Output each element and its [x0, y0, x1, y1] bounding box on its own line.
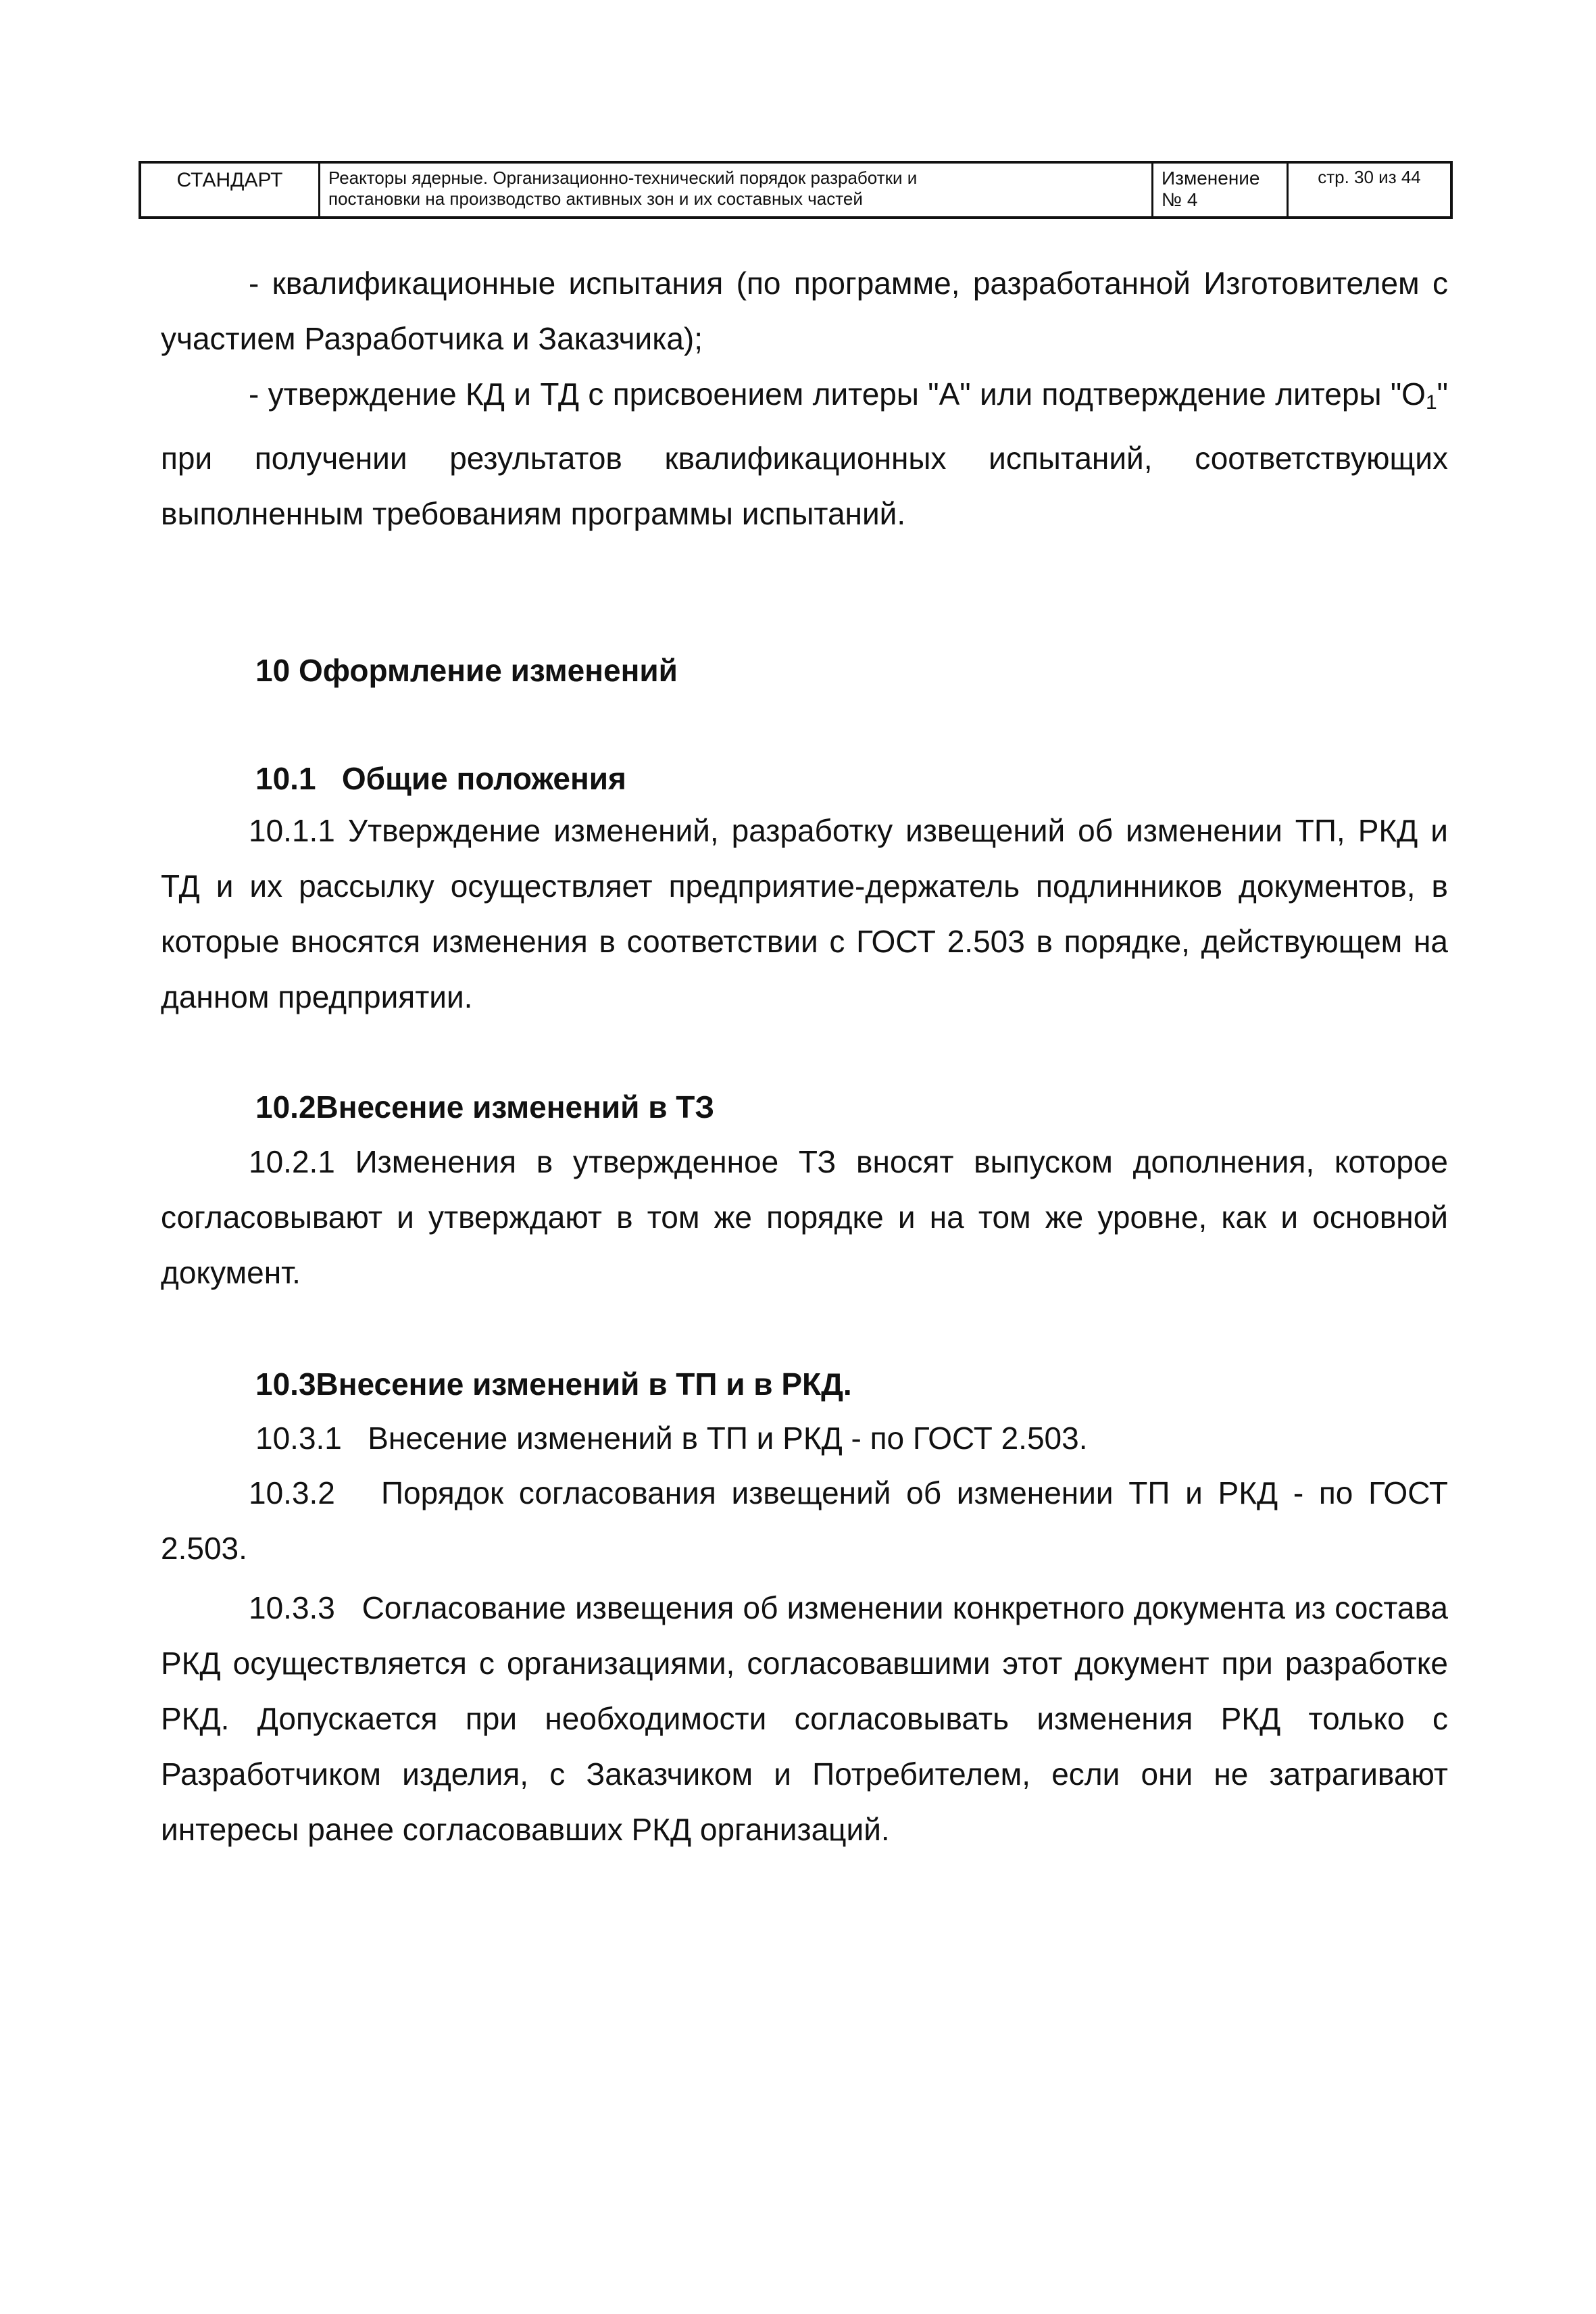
section-10-heading: 10 Оформление изменений — [255, 653, 678, 688]
change-label: Изменение — [1162, 168, 1260, 189]
paragraph-10-3-1: 10.3.1 Внесение изменений в ТП и РКД - по ГОСТ 2.503. — [255, 1421, 1088, 1456]
paragraph-qualification-tests — [161, 255, 1448, 366]
document-title — [320, 164, 1153, 216]
paragraph-approval — [161, 366, 1448, 541]
document-title-line2: постановки на производство активных зон и их составных частей — [328, 188, 863, 209]
change-number: № 4 — [1162, 189, 1198, 211]
paragraph-text: 10.3.3 Согласование извещения об изменении конкретного документа из состава РКД осуществляется с организациями, согласовавшими этот документ при разработке РКД. Допускается при необходимости согласовывать изменения РКД только с Разработчиком изделия, с Заказчиком и Потребителем, если они не затрагивают интересы ранее согласовавших РКД организаций. — [161, 1590, 1457, 1847]
paragraph-text: - квалификационные испытания (по программе, разработанной Изготовителем с участием Разработчика и Заказчика); — [161, 266, 1448, 356]
paragraph-text: 10.2.1 Изменения в утвержденное ТЗ вносят выпуском дополнения, которое согласовывают и утверждают в том же порядке и на том же уровне, как и основной документ. — [161, 1144, 1448, 1290]
header-stamp — [139, 161, 1453, 219]
document-title-line1: Реакторы ядерные. Организационно-технический порядок разработки и — [328, 168, 918, 188]
paragraph-text: 10.1.1 Утверждение изменений, разработку извещений об изменении ТП, РКД и ТД и их рассылку осуществляет предприятие-держатель подлинников документов, в которые вносятся изменения в соответствии с ГОСТ 2.503 в порядке, действующем на данном предприятии. — [161, 813, 1448, 1014]
paragraph-text: 10.3.2 Порядок согласования извещений об изменении ТП и РКД - по ГОСТ 2.503. — [161, 1475, 1457, 1566]
paragraph-10-1-1 — [161, 803, 1448, 1025]
section-10-3-heading: 10.3Внесение изменений в ТП и в РКД. — [255, 1367, 852, 1402]
section-10-1-heading: 10.1 Общие положения — [255, 761, 626, 796]
page-info: стр. 30 из 44 — [1318, 167, 1421, 187]
paragraph-text: - утверждение КД и ТД с присвоением литеры "А" или подтверждение литеры "$О_1$" при получении результатов квалификационных испытаний, соответствующих выполненным требованиям программы испытаний. — [161, 376, 1448, 531]
section-10-2-heading: 10.2Внесение изменений в ТЗ — [255, 1089, 715, 1125]
paragraph-10-3-3 — [161, 1580, 1457, 1857]
paragraph-10-2-1 — [161, 1134, 1448, 1300]
change-info — [1153, 164, 1289, 216]
paragraph-10-3-2 — [161, 1465, 1457, 1576]
standard-label: СТАНДАРТ — [141, 164, 320, 216]
